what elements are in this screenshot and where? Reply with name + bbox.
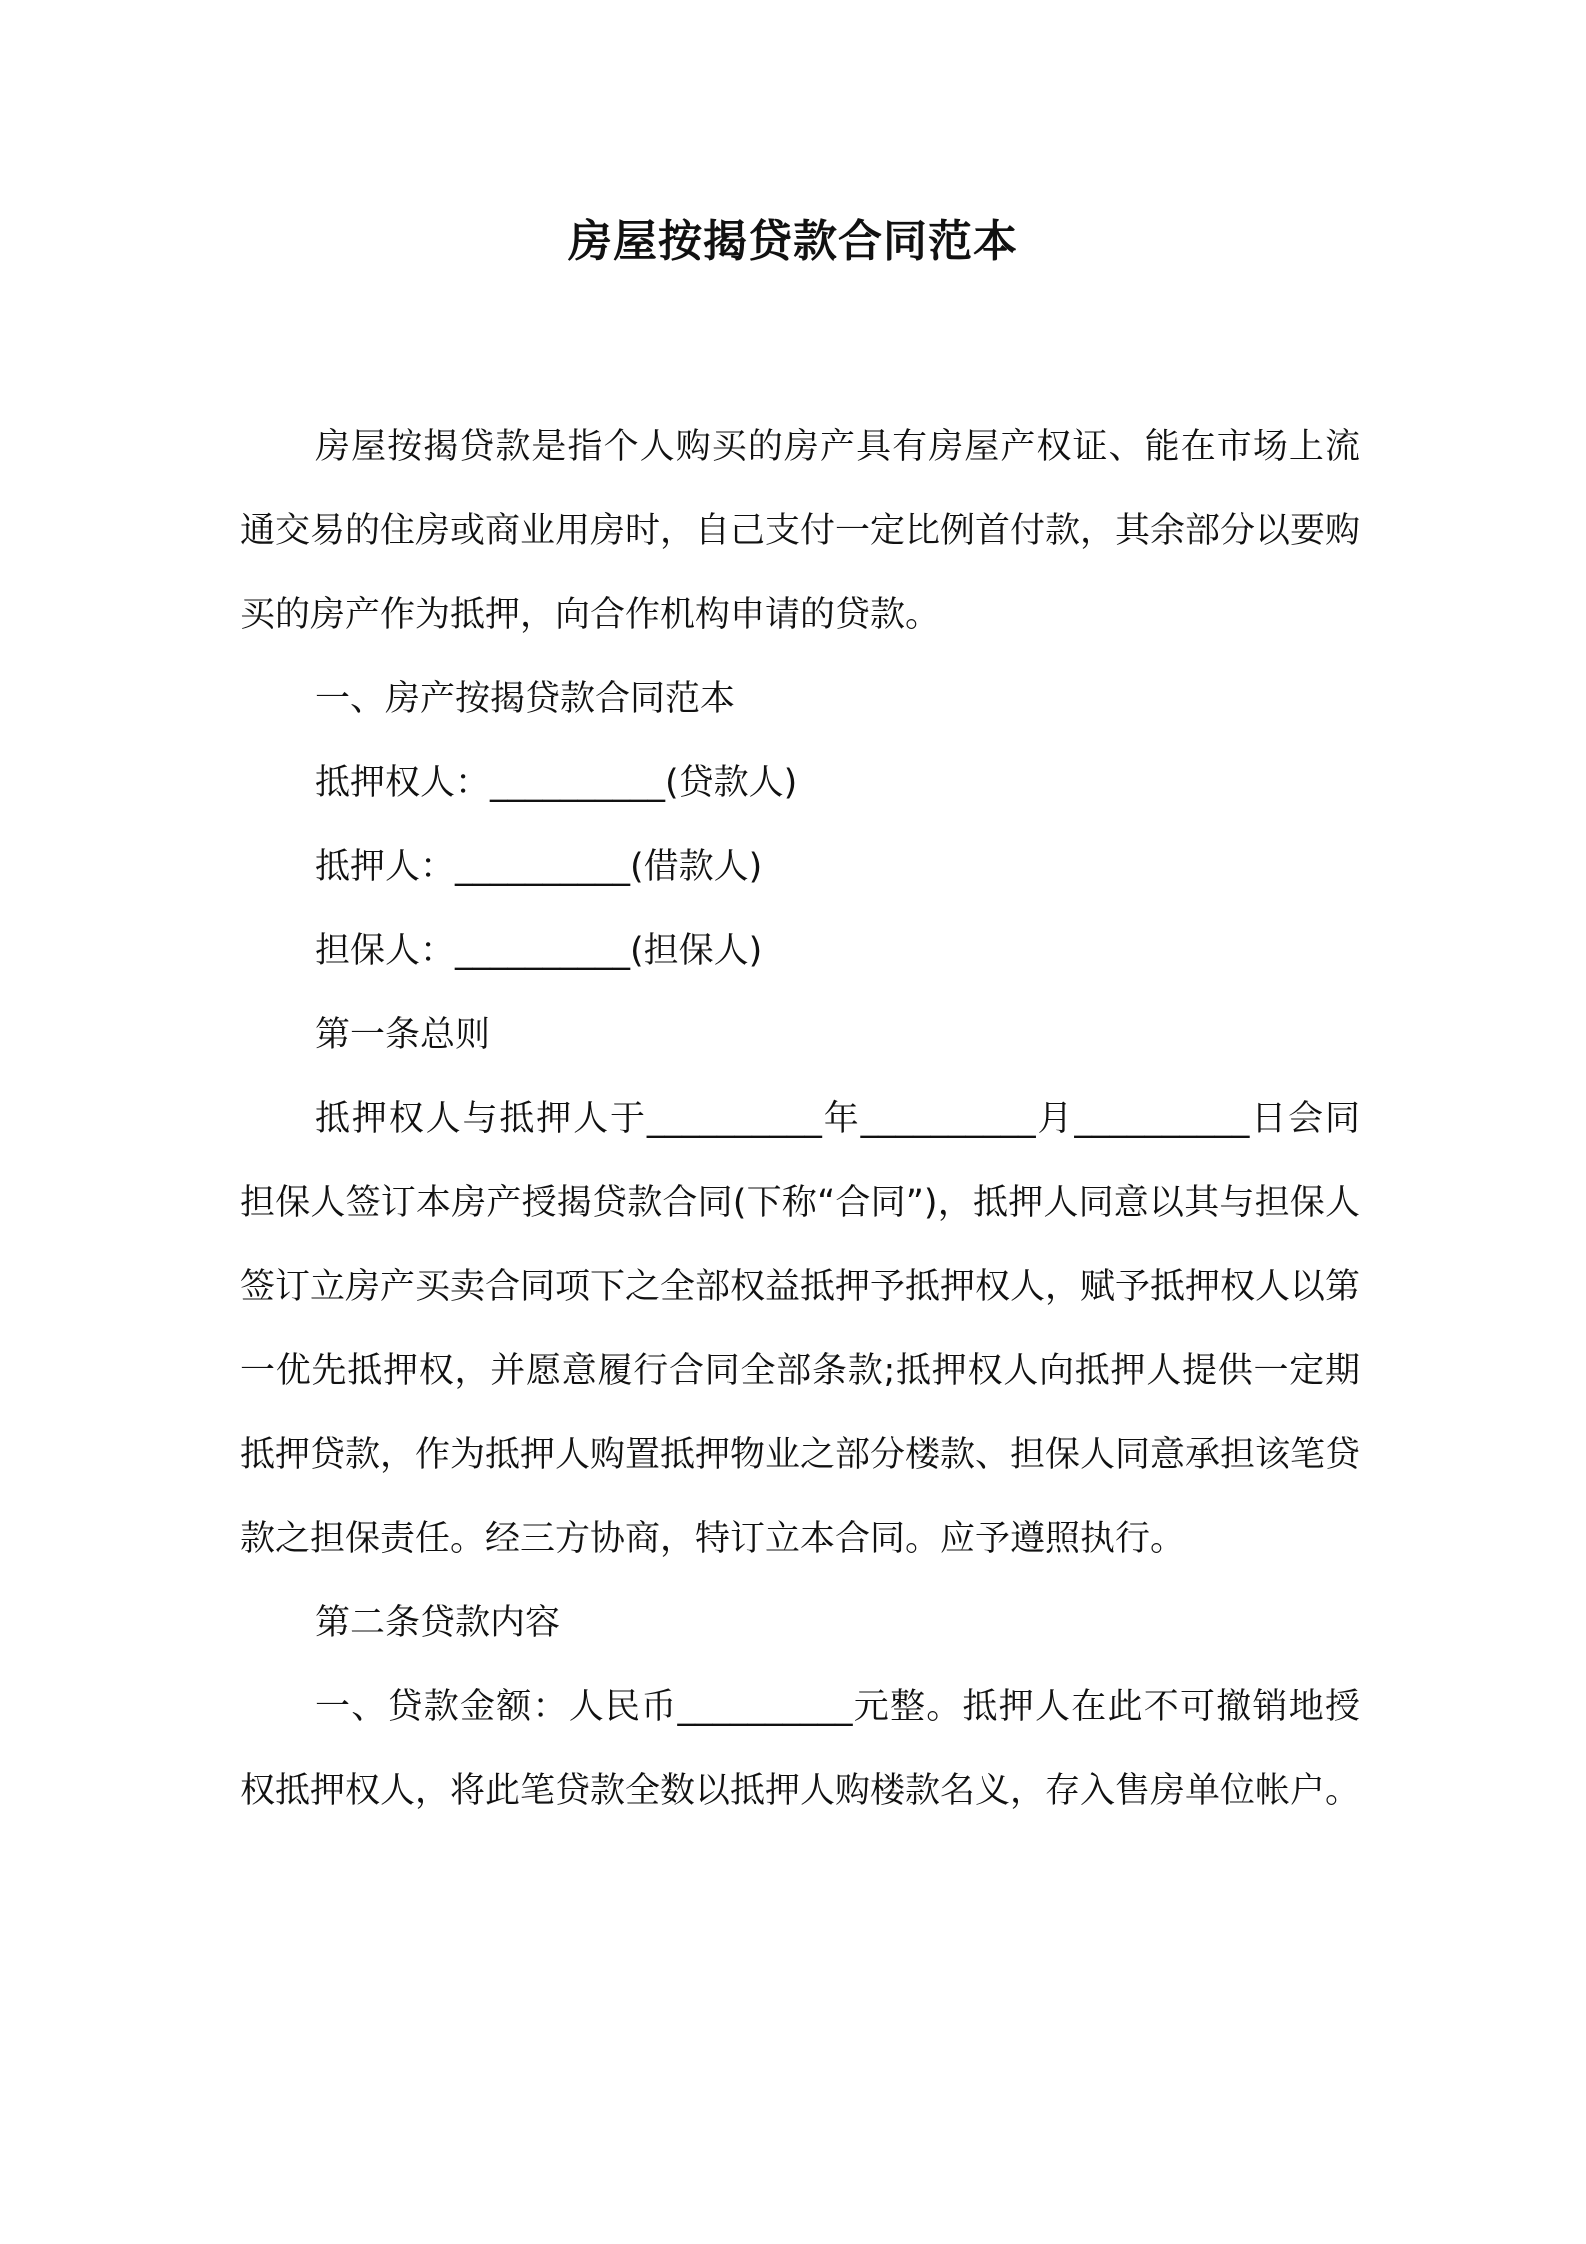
intro-paragraph: 房屋按揭贷款是指个人购买的房产具有房屋产权证、能在市场上流通交易的住房或商业用房时，自己支付一定比例首付款，其余部分以要购买的房产作为抵押，向合作机构申请的贷款。 [240, 427, 1361, 635]
section-heading-contract-sample: 一、房产按揭贷款合同范本 [315, 679, 736, 719]
document-body [240, 405, 1360, 1833]
loan-amount-paragraph: 一、贷款金额：人民币__________元整。抵押人在此不可撤销地授权抵押权人，将此笔贷款全数以抵押人购楼款名义，存入售房单位帐户。 [240, 1687, 1361, 1811]
document-title: 房屋按揭贷款合同范本 [568, 216, 1018, 267]
article-one-paragraph: 抵押权人与抵押人于__________年__________月__________日会同担保人签订本房产授揭贷款合同(下称“合同”)，抵押人同意以其与担保人签订立房产买卖合同项下之全部权益抵押予抵押权人，赋予抵押权人以第一优先抵押权，并愿意履行合同全部条款;抵押权人向抵押人提供一定期抵押贷款，作为抵押人购置抵押物业之部分楼款、担保人同意承担该笔贷款之担保责任。经三方协商，特订立本合同。应予遵照执行。 [240, 1099, 1361, 1559]
guarantor-line: 担保人：__________(担保人) [315, 931, 763, 971]
mortgagor-line: 抵押人：__________(借款人) [315, 847, 763, 887]
article-two-heading: 第二条贷款内容 [315, 1603, 561, 1643]
mortgagee-line: 抵押权人：__________(贷款人) [315, 763, 798, 803]
article-one-heading: 第一条总则 [315, 1015, 491, 1055]
